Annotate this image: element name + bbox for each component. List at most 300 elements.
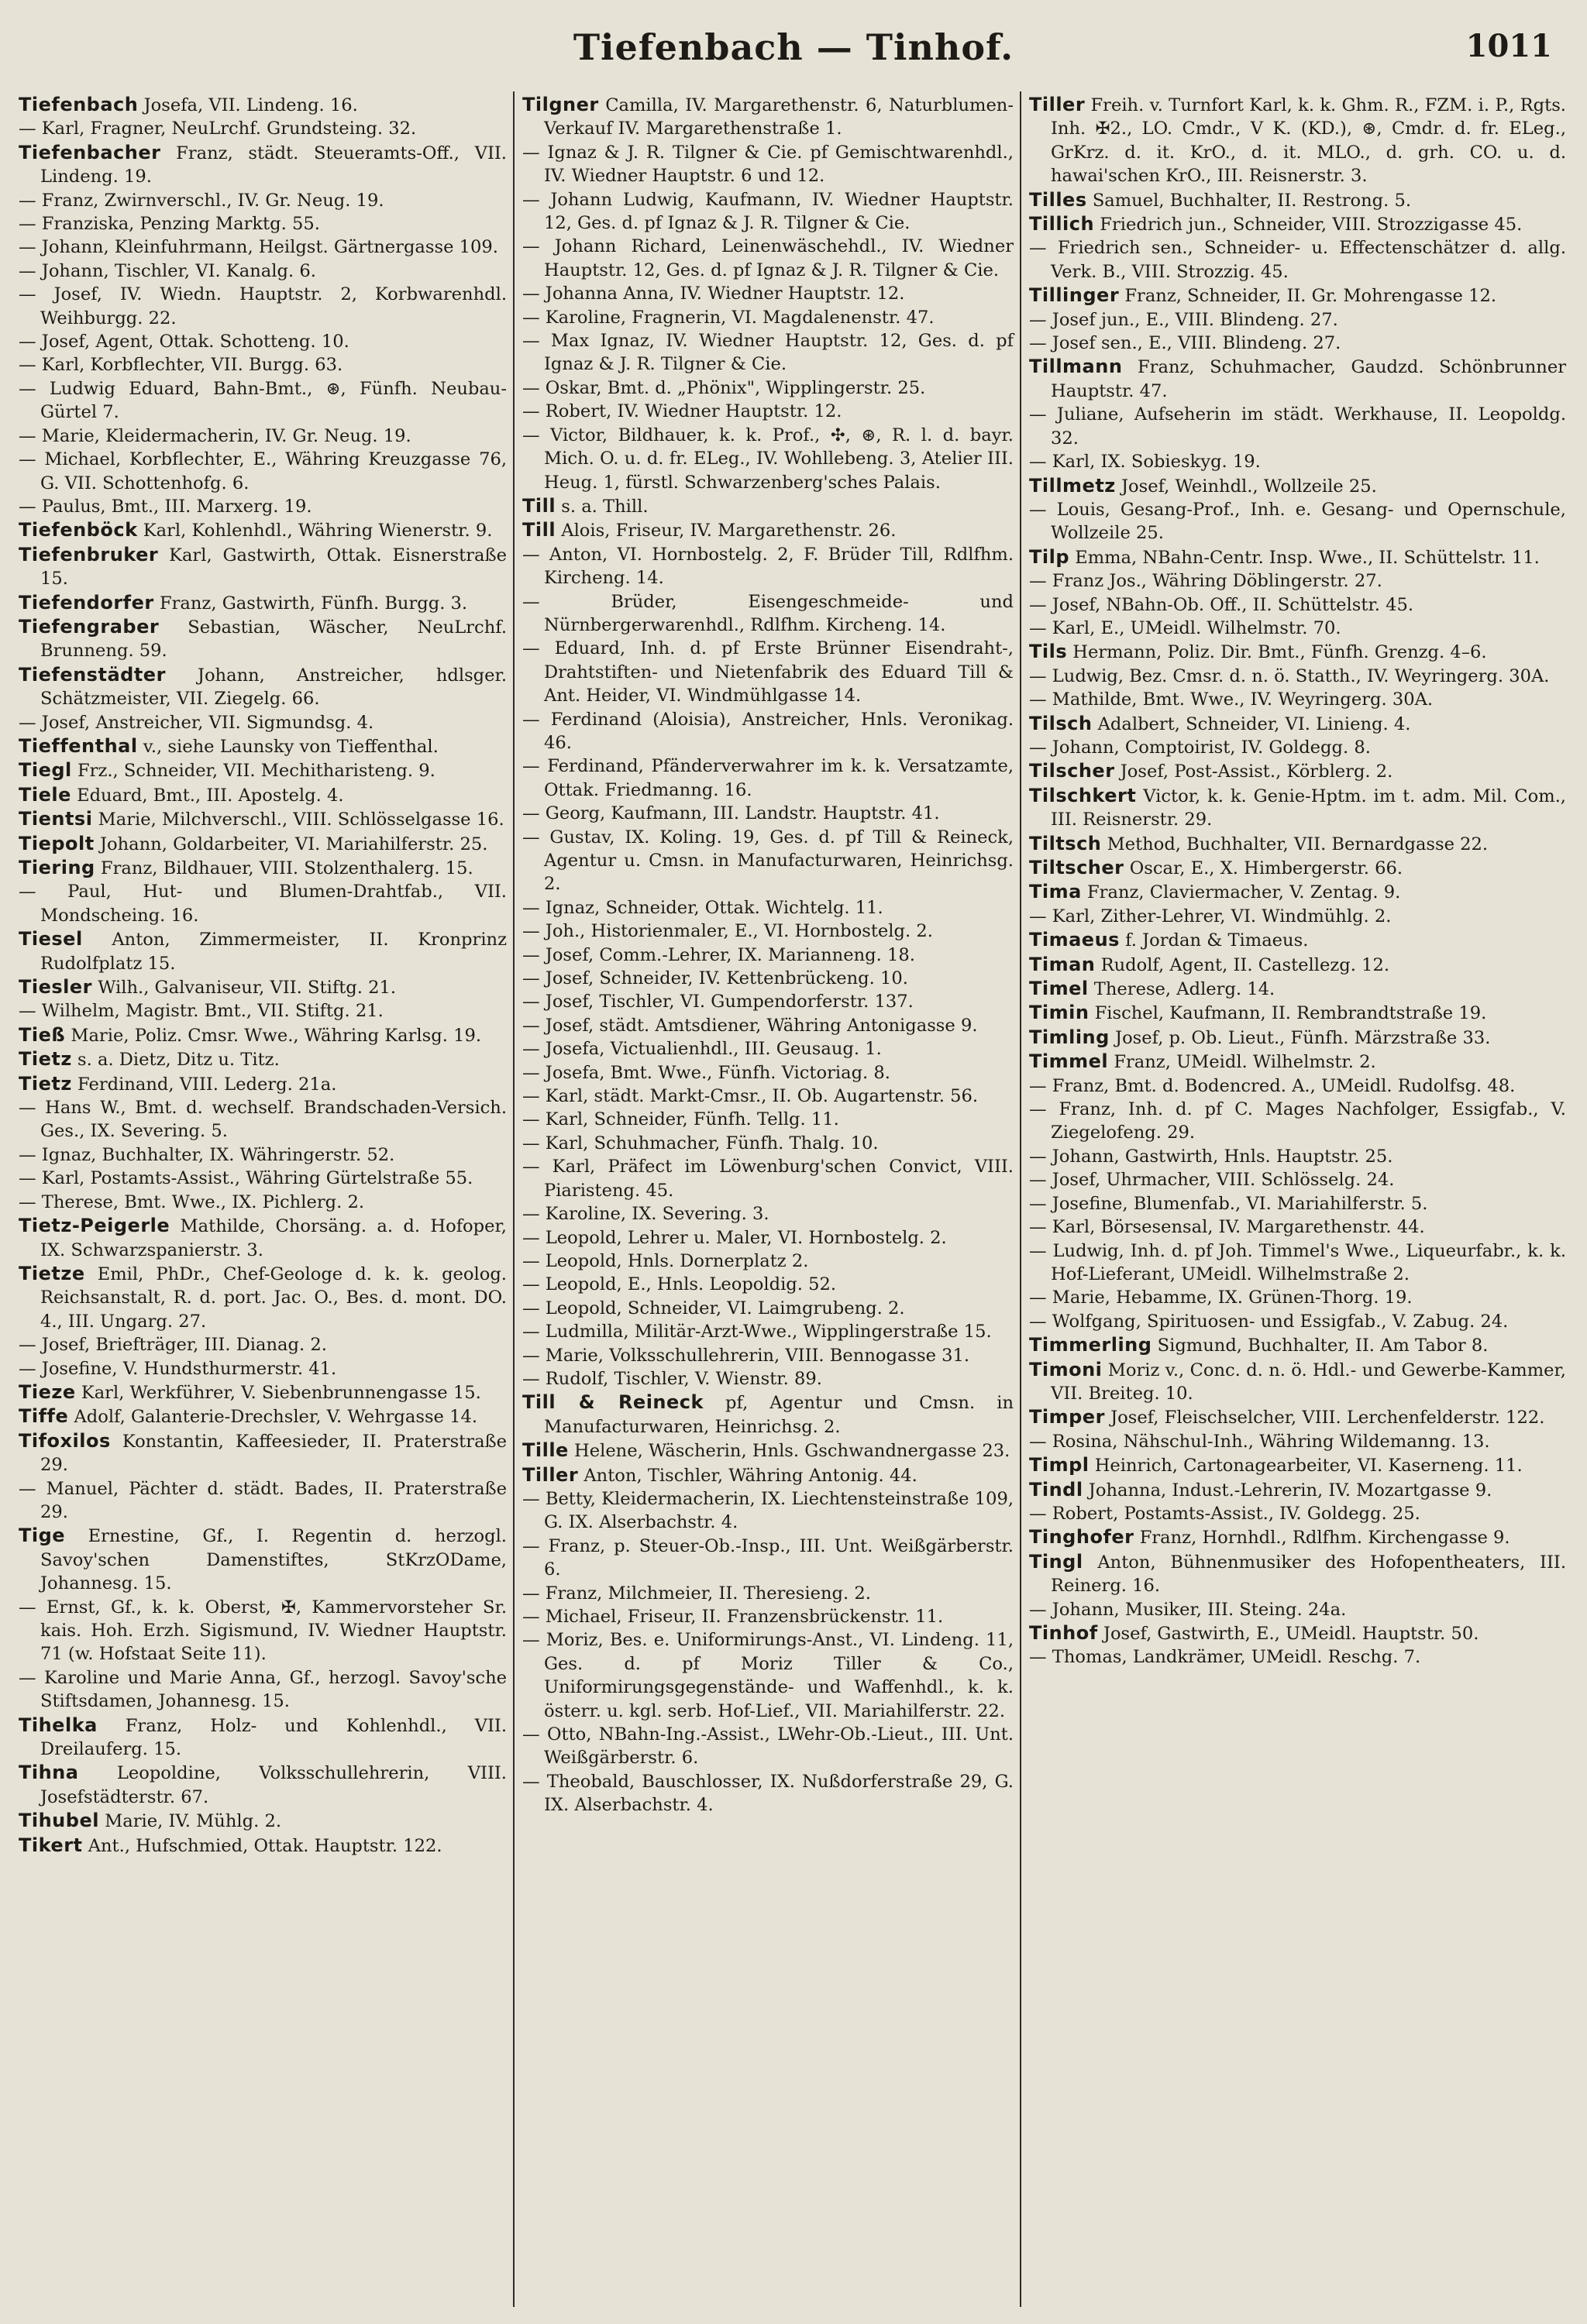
- entry-details: f. Jordan & Timaeus.: [1125, 930, 1309, 951]
- entry-surname: Tiepolt: [19, 832, 95, 854]
- entry-details: — Moriz, Bes. e. Uniformirungs-Anst., VI. Lindeng. 11, Ges. d. pf Moriz Tiller & Co., Uniformirungsgegenstände- und Waffenhdl., k. k. österr. u. kgl. serb. Hof-Lief., VII. Mariahilferstr. 22.: [522, 1630, 1014, 1721]
- entry-details: — Rudolf, Tischler, V. Wienstr. 89.: [522, 1368, 822, 1389]
- entry-details: — Ludwig Eduard, Bahn-Bmt., ⊛, Fünfh. Neubau-Gürtel 7.: [19, 378, 507, 423]
- entry-surname: Till: [522, 494, 556, 517]
- entry-surname: Tilschkert: [1029, 784, 1137, 806]
- entry-details: — Joh., Historienmaler, E., VI. Hornbostelg. 2.: [522, 921, 933, 942]
- directory-entry: [1029, 1621, 1566, 1645]
- entry-details: — Franziska, Penzing Marktg. 55.: [19, 214, 320, 235]
- directory-entry: [19, 260, 507, 283]
- entry-details: Franz, Schuhmacher, Gaudzd. Schönbrunner Hauptstr. 47.: [1051, 357, 1566, 401]
- entry-details: — Thomas, Landkrämer, UMeidl. Reschg. 7.: [1029, 1647, 1421, 1668]
- entry-details: v., siehe Launsky von Tieffenthal.: [143, 736, 439, 757]
- entry-details: — Leopold, E., Hnls. Leopoldig. 52.: [522, 1274, 837, 1295]
- directory-entry: [19, 330, 507, 353]
- directory-entry: [19, 141, 507, 189]
- entry-surname: Tikert: [19, 1834, 83, 1856]
- entry-details: — Josef, Anstreicher, VII. Sigmundsg. 4.: [19, 712, 374, 733]
- entry-surname: Tillmann: [1029, 356, 1123, 378]
- entry-details: Ernestine, Gf., I. Regentin d. herzogl. Savoy'schen Damenstiftes, StKrzODame, Johannesg. 15.: [40, 1526, 507, 1594]
- directory-entry: [1029, 832, 1566, 856]
- entry-surname: Tietz: [19, 1072, 72, 1095]
- entry-surname: Tillmetz: [1029, 474, 1116, 497]
- entry-details: Anton, Bühnenmusiker des Hofopentheaters, III. Reinerg. 16.: [1051, 1552, 1566, 1597]
- entry-details: — Eduard, Inh. d. pf Erste Brünner Eisendraht-, Drahtstiften- und Nietenfabrik des Eduard Till & Ant. Heider, VI. Windmühlgasse 14.: [522, 638, 1014, 706]
- directory-entry: [19, 880, 507, 927]
- entry-details: — Theobald, Bauschlosser, IX. Nußdorferstraße 29, G. IX. Alserbachstr. 4.: [522, 1771, 1014, 1816]
- directory-entry: [19, 1072, 507, 1096]
- directory-entry: [19, 377, 507, 425]
- directory-entry: [19, 1214, 507, 1262]
- entry-details: — Ludwig, Inh. d. pf Joh. Timmel's Wwe., Liqueurfabr., k. k. Hof-Lieferant, UMeidl. Wilhelmstraße 2.: [1029, 1240, 1566, 1284]
- entry-details: — Franz, Milchmeier, II. Theresieng. 2.: [522, 1583, 871, 1604]
- directory-entry: [1029, 1286, 1566, 1309]
- directory-entry: [19, 1023, 507, 1047]
- entry-details: — Franz, Zwirnverschl., IV. Gr. Neug. 19.: [19, 190, 384, 211]
- directory-entry: [1029, 593, 1566, 617]
- directory-entry: [1029, 1430, 1566, 1453]
- directory-entry: [1029, 403, 1566, 450]
- directory-entry: [19, 1666, 507, 1714]
- directory-entry: [19, 807, 507, 831]
- entry-details: — Josef, Briefträger, III. Dianag. 2.: [19, 1335, 327, 1356]
- directory-entry: [522, 1344, 1014, 1367]
- entry-details: — Karoline, Fragnerin, VI. Magdalenenstr. 47.: [522, 307, 935, 328]
- entry-details: Marie, IV. Mühlg. 2.: [105, 1811, 282, 1832]
- directory-entry: [19, 1191, 507, 1214]
- entry-surname: Tiltscher: [1029, 857, 1124, 878]
- entry-details: Therese, Adlerg. 14.: [1093, 979, 1275, 1000]
- directory-entry: [19, 1333, 507, 1356]
- directory-entry: [1029, 450, 1566, 473]
- directory-entry: [522, 1535, 1014, 1582]
- entry-details: — Karl, Schuhmacher, Fünfh. Thalg. 10.: [522, 1133, 879, 1153]
- directory-entry: [522, 376, 1014, 400]
- directory-entry: [1029, 712, 1566, 736]
- entry-surname: Timin: [1029, 1002, 1090, 1024]
- entry-details: — Josefine, Blumenfab., VI. Mariahilferstr. 5.: [1029, 1193, 1428, 1214]
- entry-details: — Oskar, Bmt. d. „Phönix", Wipplingerstr. 25.: [522, 377, 926, 398]
- entry-details: — Juliane, Aufseherin im städt. Werkhause, II. Leopoldg. 32.: [1029, 404, 1566, 449]
- directory-entry: [1029, 308, 1566, 332]
- entry-details: — Hans W., Bmt. d. wechself. Brandschaden-Versich. Ges., IX. Severing. 5.: [19, 1098, 507, 1142]
- directory-entry: [1029, 212, 1566, 236]
- entry-surname: Timaeus: [1029, 929, 1120, 951]
- directory-entry: [19, 1714, 507, 1762]
- directory-entry: [1029, 355, 1566, 403]
- directory-entry: [1029, 474, 1566, 498]
- directory-entry: [522, 1582, 1014, 1605]
- entry-details: — Betty, Kleidermacherin, IX. Liechtensteinstraße 109, G. IX. Alserbachstr. 4.: [522, 1488, 1014, 1533]
- entry-details: Franz, Claviermacher, V. Zentag. 9.: [1087, 882, 1401, 903]
- entry-details: — Josef, IV. Wiedn. Hauptstr. 2, Korbwarenhdl. Weihburgg. 22.: [19, 284, 507, 328]
- entry-details: Adalbert, Schneider, VI. Linieng. 4.: [1097, 713, 1411, 734]
- directory-entry: [19, 1096, 507, 1143]
- directory-entry: [522, 1487, 1014, 1535]
- directory-entry: [522, 1155, 1014, 1202]
- entry-surname: Tilsch: [1029, 712, 1093, 734]
- directory-entry: [19, 975, 507, 999]
- entry-details: — Franz, Bmt. d. Bodencred. A., UMeidl. Rudolfsg. 48.: [1029, 1075, 1516, 1096]
- entry-details: — Rosina, Nähschul-Inh., Währing Wildemanng. 13.: [1029, 1431, 1490, 1452]
- entry-details: — Marie, Volksschullehrerin, VIII. Bennogasse 31.: [522, 1345, 970, 1366]
- entry-surname: Tiller: [522, 1463, 579, 1486]
- directory-entry: [1029, 1098, 1566, 1145]
- directory-entry: [19, 1477, 507, 1525]
- directory-entry: [19, 353, 507, 376]
- entry-details: — Leopold, Hnls. Dornerplatz 2.: [522, 1250, 809, 1271]
- entry-details: Josef, Post-Assist., Körblerg. 2.: [1120, 761, 1393, 782]
- entry-surname: Timmel: [1029, 1050, 1109, 1073]
- directory-entry: [19, 927, 507, 975]
- directory-entry: [1029, 545, 1566, 569]
- directory-entry: [19, 425, 507, 448]
- entry-details: — Karl, Zither-Lehrer, VI. Windmühlg. 2.: [1029, 906, 1392, 927]
- directory-entry: [522, 1367, 1014, 1391]
- directory-entry: [1029, 1358, 1566, 1406]
- entry-details: — Anton, VI. Hornbostelg. 2, F. Brüder Till, Rdlfhm. Kircheng. 14.: [522, 544, 1014, 589]
- directory-entry: [1029, 617, 1566, 640]
- entry-surname: Tieze: [19, 1380, 76, 1403]
- entry-surname: Timper: [1029, 1406, 1105, 1428]
- directory-entry: [1029, 284, 1566, 308]
- entry-surname: Timoni: [1029, 1358, 1103, 1380]
- entry-details: Fischel, Kaufmann, II. Rembrandtstraße 19.: [1094, 1003, 1487, 1024]
- directory-entry: [522, 1226, 1014, 1250]
- directory-entry: [522, 1723, 1014, 1770]
- entry-details: — Robert, IV. Wiedner Hauptstr. 12.: [522, 401, 842, 422]
- entry-details: Heinrich, Cartonagearbeiter, VI. Kaserneng. 11.: [1094, 1456, 1523, 1477]
- directory-entry: [522, 802, 1014, 825]
- entry-details: Josefa, VII. Lindeng. 16.: [143, 95, 358, 115]
- directory-entry: [522, 282, 1014, 305]
- directory-entry: [522, 1273, 1014, 1296]
- entry-details: — Josefa, Victualienhdl., III. Geusaug. 1.: [522, 1039, 882, 1060]
- directory-entry: [1029, 880, 1566, 904]
- entry-details: — Leopold, Lehrer u. Maler, VI. Hornbostelg. 2.: [522, 1227, 947, 1248]
- directory-entry: [1029, 188, 1566, 212]
- entry-details: — Karl, Präfect im Löwenburg'schen Convict, VIII. Piaristeng. 45.: [522, 1157, 1014, 1201]
- entry-details: — Karoline und Marie Anna, Gf., herzogl. Savoy'sche Stiftsdamen, Johannesg. 15.: [19, 1667, 507, 1712]
- entry-surname: Tiefendorfer: [19, 591, 154, 614]
- entry-details: Victor, k. k. Genie-Hptm. im t. adm. Mil. Com., III. Reisnerstr. 29.: [1051, 786, 1566, 830]
- directory-entry: [522, 1037, 1014, 1061]
- entry-details: Frz., Schneider, VII. Mechitharisteng. 9.: [77, 761, 435, 782]
- entry-details: Josef, Fleischselcher, VIII. Lerchenfelderstr. 122.: [1110, 1408, 1545, 1428]
- directory-entry: [1029, 1525, 1566, 1549]
- entry-details: Franz, Hornhdl., Rdlfhm. Kirchengasse 9.: [1139, 1528, 1510, 1549]
- entry-details: — Ignaz, Buchhalter, IX. Währingerstr. 52.: [19, 1144, 395, 1165]
- directory-entry: [522, 494, 1014, 518]
- directory-entry: [522, 329, 1014, 376]
- directory-entry: [19, 1404, 507, 1428]
- entry-surname: Tietz: [19, 1048, 72, 1071]
- directory-entry: [522, 424, 1014, 494]
- entry-details: — Karl, Fragner, NeuLrchf. Grundsteing. 32.: [19, 119, 417, 139]
- entry-details: Mathilde, Chorsäng. a. d. Hofoper, IX. Schwarzspanierstr. 3.: [40, 1216, 507, 1260]
- directory-entry: [1029, 1405, 1566, 1429]
- entry-surname: Tiefenbacher: [19, 141, 161, 163]
- directory-entry: [1029, 1050, 1566, 1074]
- directory-entry: [1029, 236, 1566, 284]
- directory-entry: [19, 615, 507, 663]
- entry-surname: Timling: [1029, 1026, 1110, 1048]
- directory-entry: [1029, 1645, 1566, 1669]
- entry-details: Sebastian, Wäscher, NeuLrchf. Brunneng. 59.: [40, 617, 507, 662]
- directory-entry: [1029, 736, 1566, 759]
- entry-details: — Ferdinand (Aloisia), Anstreicher, Hnls. Veronikag. 46.: [522, 709, 1014, 753]
- entry-details: — Victor, Bildhauer, k. k. Prof., ✣, ⊛, R. l. d. bayr. Mich. O. u. d. fr. ELeg., IV. Wohllebeng. 3, Atelier III. Heug. 1, fürstl. Schwarzenberg'sches Palais.: [522, 425, 1014, 493]
- entry-details: — Josef, Uhrmacher, VIII. Schlösselg. 24.: [1029, 1170, 1395, 1191]
- directory-entry: [522, 1202, 1014, 1226]
- directory-entry: [19, 1262, 507, 1333]
- entry-surname: Tige: [19, 1525, 66, 1547]
- entry-surname: Tihelka: [19, 1714, 98, 1736]
- entry-details: — Marie, Hebamme, IX. Grünen-Thorg. 19.: [1029, 1287, 1413, 1308]
- entry-details: — Michael, Korbflechter, E., Währing Kreuzgasse 76, G. VII. Schottenhofg. 6.: [19, 449, 507, 493]
- entry-details: — Josef, Comm.-Lehrer, IX. Mariannеng. 18.: [522, 944, 915, 965]
- entry-details: Oscar, E., X. Himbergerstr. 66.: [1129, 858, 1403, 878]
- directory-entry: [522, 518, 1014, 542]
- directory-entry: [1029, 569, 1566, 593]
- directory-entry: [1029, 928, 1566, 952]
- directory-entry: [19, 283, 507, 330]
- directory-entry: [1029, 688, 1566, 711]
- directory-entry: [522, 141, 1014, 188]
- entry-details: — Otto, NBahn-Ing.-Assist., LWehr-Ob.-Lieut., III. Unt. Weißgärberstr. 6.: [522, 1724, 1014, 1769]
- entry-details: — Gustav, IX. Koling. 19, Ges. d. pf Till & Reineck, Agentur u. Cmsn. in Manufacturwaren, Heinrichsg. 2.: [522, 827, 1014, 895]
- directory-entry: [19, 117, 507, 140]
- column-divider: [513, 91, 515, 2307]
- entry-surname: Tiffe: [19, 1405, 69, 1428]
- directory-entry: [19, 1429, 507, 1477]
- entry-surname: Tilp: [1029, 545, 1070, 568]
- entry-details: — Ludmilla, Militär-Arzt-Wwe., Wipplingerstraße 15.: [522, 1322, 992, 1342]
- directory-entry: [19, 1834, 507, 1858]
- directory-entry: [19, 495, 507, 518]
- directory-entry: [522, 306, 1014, 329]
- directory-entry: [522, 944, 1014, 967]
- entry-details: — Leopold, Schneider, VI. Laimgrubeng. 2.: [522, 1298, 905, 1318]
- entry-surname: Tinghofer: [1029, 1526, 1134, 1549]
- directory-entry: [522, 826, 1014, 896]
- entry-details: Ferdinand, VIII. Lederg. 21a.: [77, 1074, 337, 1095]
- entry-details: — Karl, Korbflechter, VII. Burgg. 63.: [19, 355, 343, 376]
- entry-details: pf, Agentur und Cmsn. in Manufacturwaren, Heinrichsg. 2.: [544, 1393, 1014, 1437]
- entry-details: — Josef, Agent, Ottak. Schotteng. 10.: [19, 332, 349, 352]
- entry-details: s. a. Thill.: [561, 496, 649, 517]
- directory-entry: [19, 734, 507, 758]
- directory-entry: [1029, 1453, 1566, 1477]
- entry-details: — Wilhelm, Magistr. Bmt., VII. Stiftg. 21.: [19, 1001, 384, 1022]
- entry-details: — Friedrich sen., Schneider- u. Effectenschätzer d. allg. Verk. B., VIII. Strozzig. 45.: [1029, 238, 1566, 282]
- entry-details: — Michael, Friseur, II. Franzensbrückenstr. 11.: [522, 1607, 944, 1627]
- directory-entry: [522, 93, 1014, 141]
- directory-entry: [522, 1108, 1014, 1131]
- entry-surname: Tilscher: [1029, 760, 1115, 782]
- entry-surname: Tiesler: [19, 976, 92, 999]
- directory-entry: [1029, 1215, 1566, 1239]
- directory-entry: [1029, 1074, 1566, 1098]
- directory-entry: [19, 1143, 507, 1167]
- running-title: Tiefenbach — Tinhof.: [573, 26, 1014, 68]
- entry-details: Adolf, Galanterie-Drechsler, V. Wehrgasse 14.: [74, 1407, 478, 1428]
- entry-details: Emil, PhDr., Chef-Geologe d. k. k. geolog. Reichsanstalt, R. d. port. Jac. O., Bes. d. mont. DO. 4., III. Ungarg. 27.: [40, 1263, 507, 1332]
- entry-details: — Josef sen., E., VIII. Blindeng. 27.: [1029, 333, 1341, 354]
- entry-details: Josef, Weinhdl., Wollzeile 25.: [1121, 476, 1377, 497]
- entry-details: Anton, Tischler, Währing Antonig. 44.: [584, 1465, 917, 1486]
- page-number: 1011: [1465, 28, 1552, 64]
- entry-surname: Tima: [1029, 881, 1082, 903]
- entry-surname: Tils: [1029, 641, 1068, 663]
- entry-surname: Tihubel: [19, 1810, 99, 1832]
- entry-details: — Marie, Kleidermacherin, IV. Gr. Neug. 19.: [19, 425, 411, 446]
- directory-entry: [522, 920, 1014, 943]
- entry-details: Camilla, IV. Margarethenstr. 6, Naturblumen-Verkauf IV. Margarethenstraße 1.: [544, 95, 1014, 139]
- directory-entry: [19, 1357, 507, 1380]
- directory-entry: [522, 1297, 1014, 1320]
- entry-details: — Paul, Hut- und Blumen-Drahtfab., VII. Mondscheing. 16.: [19, 882, 507, 926]
- directory-column-2: [518, 93, 1018, 2309]
- directory-entry: [522, 1605, 1014, 1628]
- entry-details: — Karl, Postamts-Assist., Währing Gürtelstraße 55.: [19, 1168, 473, 1189]
- entry-details: — Ferdinand, Pfänderverwahrer im k. k. Versatzamte, Ottak. Friedmanng. 16.: [522, 756, 1014, 800]
- directory-column-1: [14, 93, 511, 2309]
- directory-column-3: [1024, 93, 1571, 2309]
- entry-details: — Paulus, Bmt., III. Marxerg. 19.: [19, 496, 312, 517]
- directory-entry: [522, 1628, 1014, 1723]
- entry-details: Franz, Holz- und Kohlenhdl., VII. Dreilauferg. 15.: [40, 1715, 507, 1760]
- entry-details: — Johann, Musiker, III. Steing. 24a.: [1029, 1599, 1347, 1620]
- directory-entry: [19, 1167, 507, 1190]
- directory-entry: [522, 1463, 1014, 1487]
- entry-details: Sigmund, Buchhalter, II. Am Tabor 8.: [1157, 1336, 1489, 1356]
- entry-details: — Josefa, Bmt. Wwe., Fünfh. Victoriag. 8.: [522, 1062, 890, 1083]
- directory-entry: [522, 1439, 1014, 1463]
- directory-entry: [19, 543, 507, 591]
- entry-surname: Tiefenbach: [19, 94, 139, 115]
- entry-surname: Tilles: [1029, 188, 1087, 211]
- directory-entry: [522, 708, 1014, 755]
- entry-details: — Louis, Gesang-Prof., Inh. e. Gesang- und Opernschule, Wollzeile 25.: [1029, 499, 1566, 544]
- entry-surname: Tiegl: [19, 759, 72, 782]
- entry-surname: Tindl: [1029, 1478, 1083, 1501]
- entry-details: — Josef, NBahn-Ob. Off., II. Schüttelstr. 45.: [1029, 594, 1414, 615]
- entry-surname: Timmerling: [1029, 1334, 1152, 1356]
- directory-entry: [522, 1061, 1014, 1085]
- directory-entry: [1029, 759, 1566, 783]
- entry-details: Johann, Goldarbeiter, VI. Mariahilferstr. 25.: [99, 834, 488, 854]
- entry-surname: Tietze: [19, 1262, 85, 1284]
- directory-entry: [522, 400, 1014, 423]
- directory-entry: [1029, 1333, 1566, 1357]
- directory-entry: [1029, 640, 1566, 664]
- directory-entry: [1029, 1239, 1566, 1287]
- entry-details: Franz, Gastwirth, Fünfh. Burgg. 3.: [159, 593, 468, 614]
- entry-surname: Tiller: [1029, 94, 1086, 115]
- entry-surname: Tihna: [19, 1762, 79, 1784]
- directory-entry: [19, 1524, 507, 1595]
- entry-details: — Max Ignaz, IV. Wiedner Hauptstr. 12, Ges. d. pf Ignaz & J. R. Tilgner & Cie.: [522, 331, 1014, 375]
- entry-details: — Karl, Börsesensal, IV. Margarethenstr. 44.: [1029, 1217, 1425, 1238]
- directory-entry: [1029, 1598, 1566, 1621]
- entry-details: Freih. v. Turnfort Karl, k. k. Ghm. R., FZM. i. P., Rgts. Inh. ✠2., LO. Cmdr., V K. (KD.), ⊛, Cmdr. d. fr. ELeg., GrKrz. d. it. KrO., d. it. MLO., d. grh. CO. u. d. hawai'schen KrO., III. Reisnerstr. 3.: [1051, 95, 1566, 187]
- entry-details: Josef, Gastwirth, E., UMeidl. Hauptstr. 50.: [1103, 1624, 1479, 1644]
- directory-entry: [1029, 977, 1566, 1001]
- entry-details: Johann, Anstreicher, hdlsger. Schätzmeister, VII. Ziegelg. 66.: [40, 665, 507, 710]
- directory-entry: [19, 758, 507, 782]
- entry-details: Konstantin, Kaffeesieder, II. Praterstraße 29.: [40, 1431, 507, 1476]
- entry-details: — Josef, Schneider, IV. Kettenbrückeng. 10.: [522, 968, 908, 989]
- entry-surname: Tillinger: [1029, 284, 1120, 307]
- entry-details: s. a. Dietz, Ditz u. Titz.: [77, 1050, 280, 1071]
- column-divider: [1020, 91, 1021, 2307]
- entry-details: Karl, Kohlenhdl., Währing Wienerstr. 9.: [143, 521, 493, 541]
- directory-entry: [19, 783, 507, 807]
- directory-entry: [19, 1761, 507, 1809]
- directory-entry: [1029, 93, 1566, 188]
- directory-entry: [19, 1809, 507, 1833]
- entry-details: Marie, Poliz. Cmsr. Wwe., Währing Karlsg. 19.: [71, 1025, 481, 1046]
- directory-entry: [19, 591, 507, 615]
- directory-entry: [19, 999, 507, 1023]
- entry-details: Anton, Zimmermeister, II. Kronprinz Rudolfplatz 15.: [40, 930, 507, 974]
- directory-entry: [19, 212, 507, 235]
- directory-entry: [1029, 1502, 1566, 1525]
- entry-details: — Josef, Tischler, VI. Gumpendorferstr. 137.: [522, 992, 914, 1012]
- entry-details: — Johann, Comptoirist, IV. Goldegg. 8.: [1029, 737, 1371, 758]
- entry-details: — Johanna Anna, IV. Wiedner Hauptstr. 12.: [522, 284, 905, 304]
- entry-details: — Josefine, V. Hundsthurmerstr. 41.: [19, 1358, 337, 1379]
- directory-entry: [522, 188, 1014, 235]
- entry-surname: Tingl: [1029, 1550, 1083, 1573]
- directory-entry: [522, 590, 1014, 638]
- entry-surname: Tietz-Peigerle: [19, 1215, 170, 1237]
- directory-entry: [522, 1014, 1014, 1037]
- directory-entry: [522, 1320, 1014, 1343]
- entry-details: Method, Buchhalter, VII. Bernardgasse 22.: [1107, 834, 1489, 854]
- entry-details: — Mathilde, Bmt. Wwe., IV. Weyringerg. 30A.: [1029, 689, 1434, 710]
- entry-details: — Robert, Postamts-Assist., IV. Goldegg. 25.: [1029, 1503, 1420, 1524]
- entry-details: Josef, p. Ob. Lieut., Fünfh. Märzstraße 33.: [1115, 1027, 1491, 1048]
- entry-surname: Till & Reineck: [522, 1391, 704, 1414]
- entry-surname: Timel: [1029, 978, 1089, 1000]
- entry-details: — Karoline, IX. Severing. 3.: [522, 1204, 769, 1225]
- directory-entry: [1029, 1168, 1566, 1191]
- directory-entry: [19, 856, 507, 880]
- entry-details: — Georg, Kaufmann, III. Landstr. Hauptstr. 41.: [522, 803, 940, 824]
- entry-surname: Tientsi: [19, 808, 93, 830]
- entry-details: — Franz, Inh. d. pf C. Mages Nachfolger, Essigfab., V. Ziegelofeng. 29.: [1029, 1099, 1566, 1143]
- directory-entry: [522, 1250, 1014, 1273]
- entry-surname: Tiltsch: [1029, 832, 1102, 854]
- directory-entry: [19, 1596, 507, 1666]
- entry-details: — Johann, Kleinfuhrmann, Heilgst. Gärtnergasse 109.: [19, 237, 498, 258]
- directory-entry: [1029, 498, 1566, 545]
- entry-details: — Karl, E., UMeidl. Wilhelmstr. 70.: [1029, 617, 1341, 638]
- entry-details: Moriz v., Conc. d. n. ö. Hdl.- und Gewerbe-Kammer, VII. Breiteg. 10.: [1051, 1360, 1566, 1404]
- directory-entry: [1029, 1192, 1566, 1215]
- entry-details: — Josef jun., E., VIII. Blindeng. 27.: [1029, 309, 1338, 330]
- entry-details: — Ludwig, Bez. Cmsr. d. n. ö. Statth., IV. Weyringerg. 30A.: [1029, 665, 1550, 686]
- directory-entry: [522, 235, 1014, 282]
- entry-details: — Johann, Tischler, VI. Kanalg. 6.: [19, 260, 316, 281]
- entry-details: Ant., Hufschmied, Ottak. Hauptstr. 122.: [88, 1835, 442, 1856]
- entry-surname: Tiele: [19, 783, 71, 806]
- entry-details: — Karl, IX. Sobieskyg. 19.: [1029, 452, 1261, 473]
- entry-surname: Tieß: [19, 1023, 66, 1046]
- directory-entry: [1029, 784, 1566, 832]
